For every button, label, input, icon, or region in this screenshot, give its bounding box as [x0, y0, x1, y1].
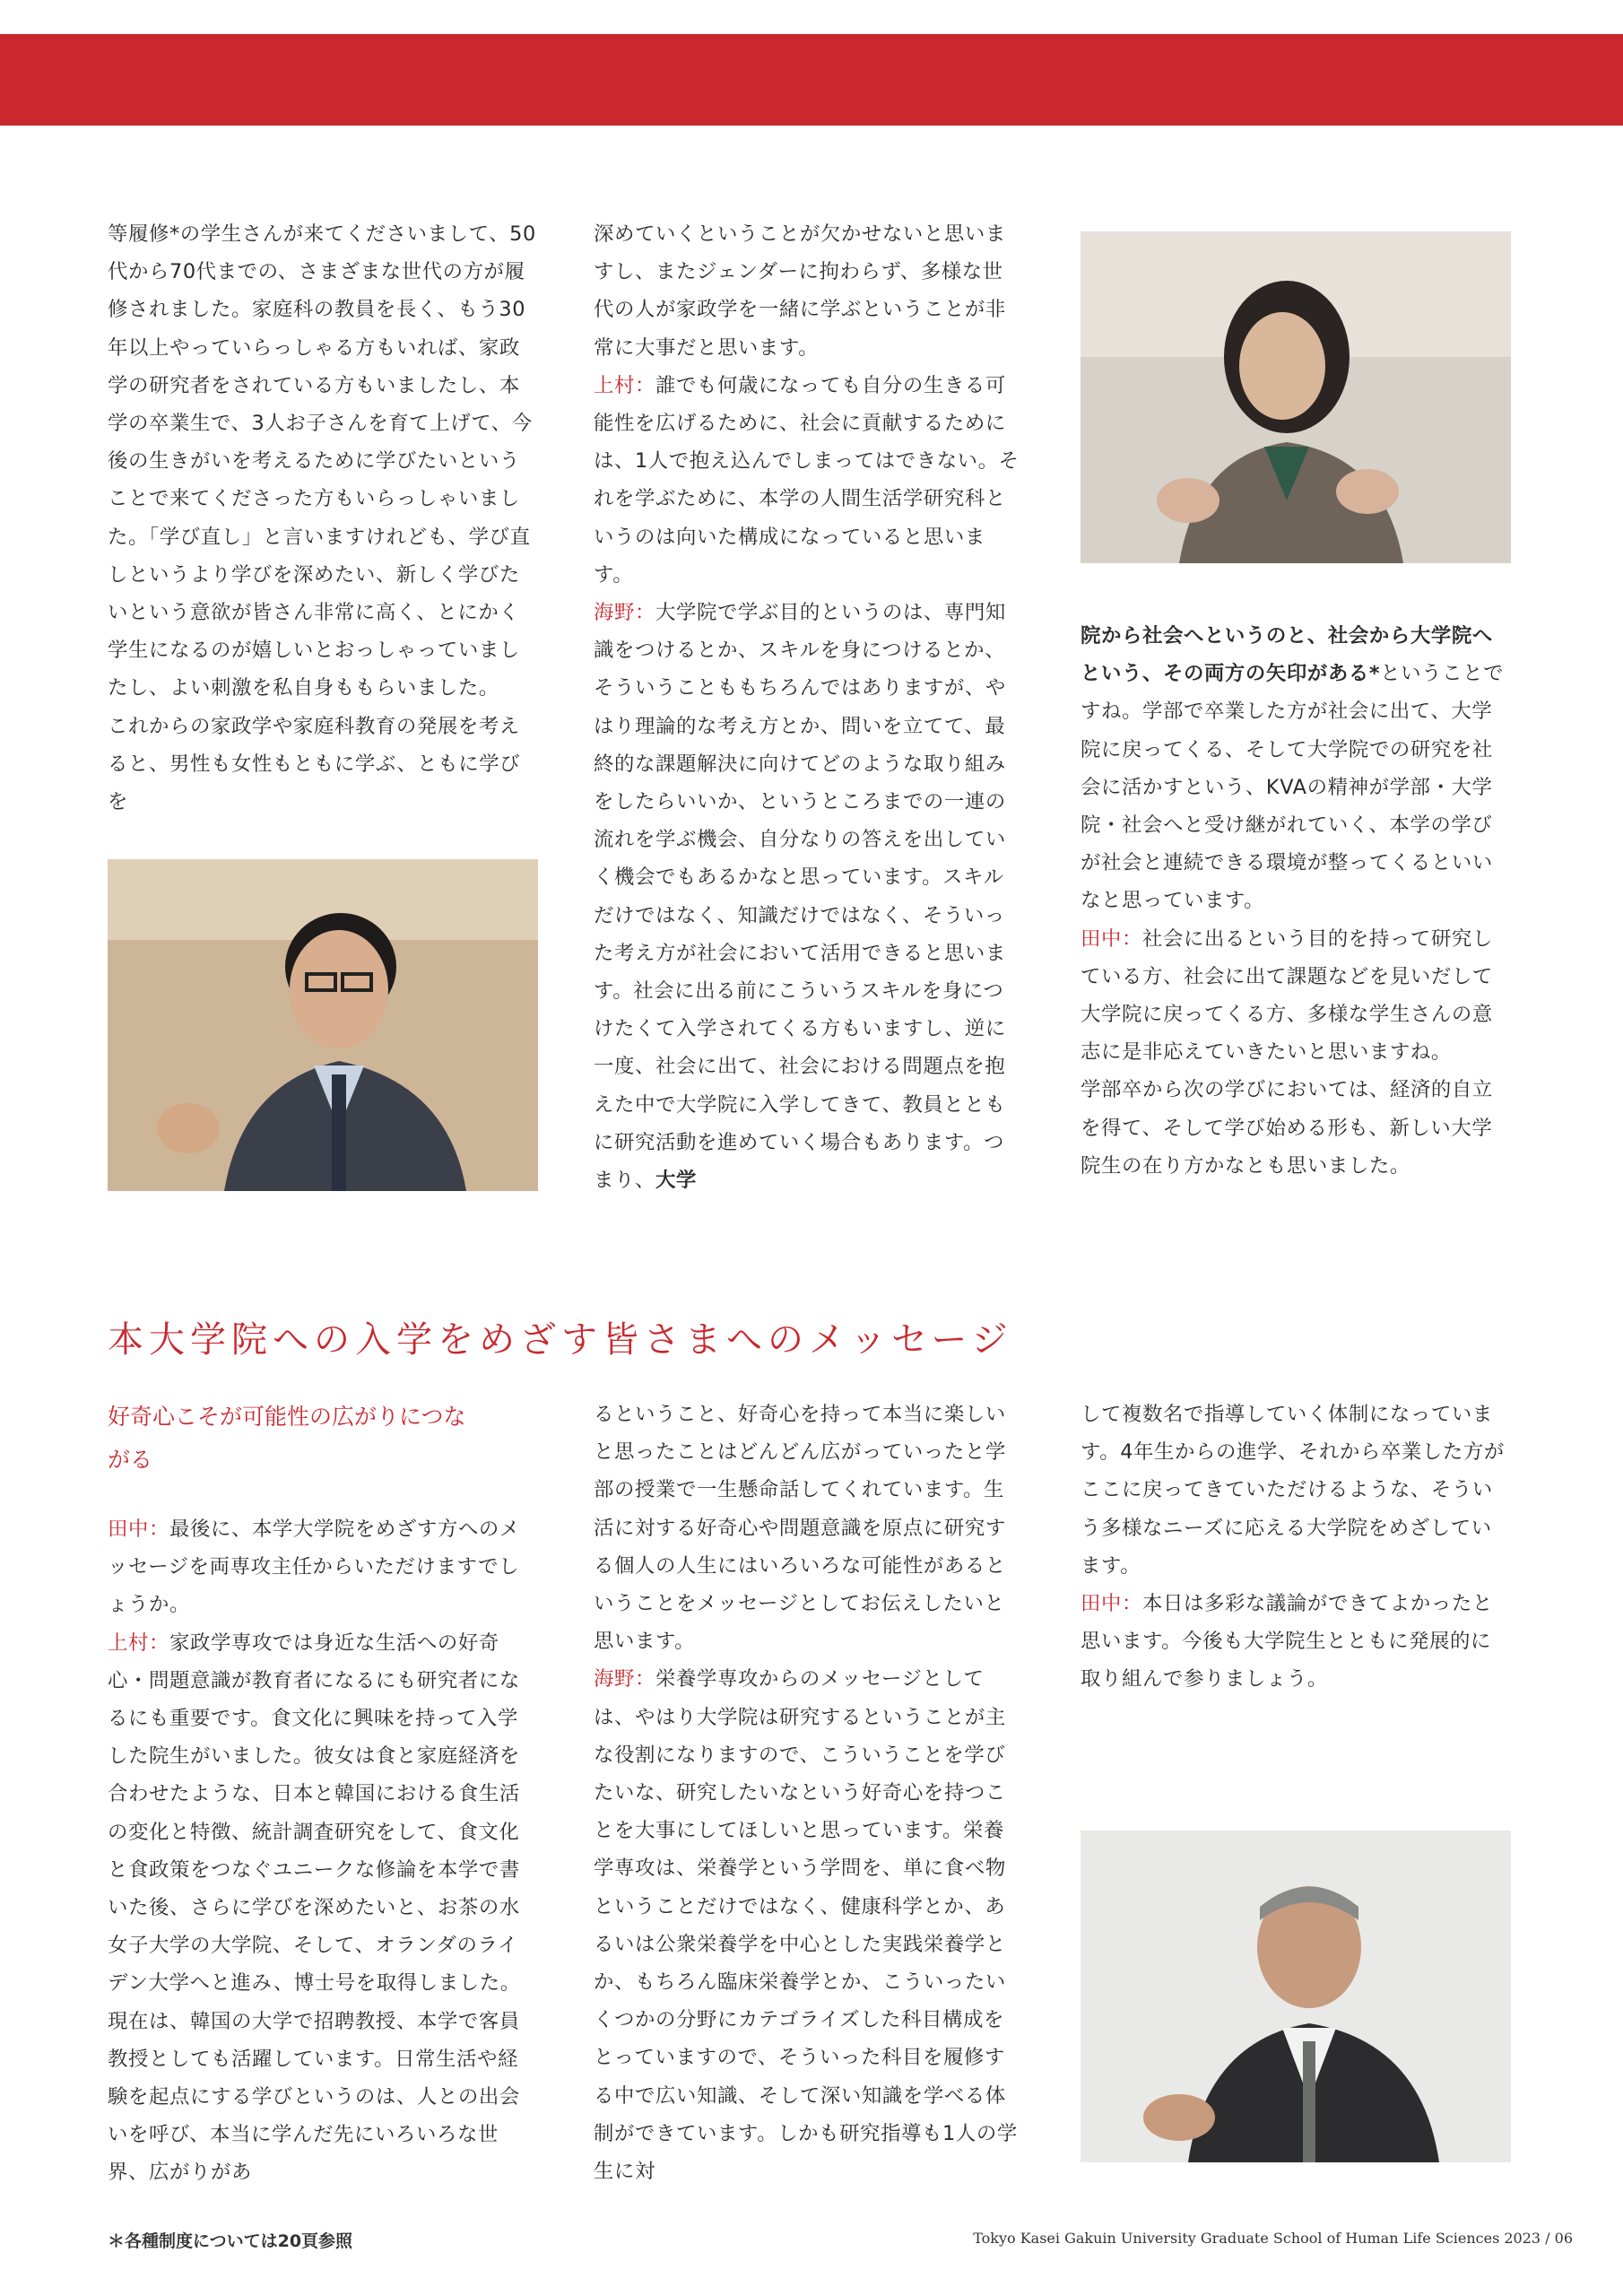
- photo-woman-speaking: [1081, 231, 1511, 563]
- section2-column-3: [1081, 1396, 1509, 1699]
- paragraph: これからの家政学や家庭科教育の発展を考えると、男性も女性もともに学ぶ、ともに学びを: [108, 714, 521, 814]
- paragraph: [1081, 1585, 1509, 1699]
- section1-column-3: [1081, 617, 1509, 1185]
- paragraph: [1081, 617, 1509, 920]
- speaker-label: 上村：: [108, 1631, 169, 1655]
- top-color-band: [0, 34, 1623, 126]
- section2-column-1: [108, 1510, 536, 2192]
- speaker-label: 海野：: [594, 601, 655, 625]
- speaker-label: 田中：: [1081, 926, 1142, 951]
- footnote: ＊各種制度については20頁参照: [108, 2231, 353, 2251]
- paragraph: るということ、好奇心を持って本当に楽しいと思ったことはどんどん広がっていったと学部の授業で一生懸命話してくれています。生活に対する好奇心や問題意識を原点に研究する個人の人生にはいろいろな可能性があるということをメッセージとしてお伝えしたいと思います。: [594, 1403, 1006, 1654]
- speech-text: 家政学専攻では身近な生活への好奇心・問題意識が教育者になるにも研究者になるにも重要です。食文化に興味を持って入学した院生がいました。彼女は食と家庭経済を合わせたような、日本と韓国における食生活の変化と特徴、統計調査研究をして、食文化と食政策をつなぐユニークな修論を本学で書いた後、さらに学びを深めたいと、お茶の水女子大学の大学院、そして、オランダのライデン大学へと進み、博士号を取得しました。現在は、韓国の大学で招聘教授、本学で客員教授としても活躍しています。日常生活や経験を起点にする学びというのは、人との出会いを呼び、本当に学んだ先にいろいろな世界、広がりがあ: [108, 1631, 521, 2185]
- paragraph: [1081, 920, 1509, 1072]
- section1-column-2: [594, 215, 1022, 1199]
- paragraph: 学部卒から次の学びにおいては、経済的自立を得て、そして学び始める形も、新しい大学院生の在り方かなとも思いました。: [1081, 1078, 1493, 1178]
- paragraph: [594, 367, 1022, 594]
- section-heading: 本大学院への入学をめざす皆さまへのメッセージ: [108, 1319, 1013, 1361]
- section1-column-1: [108, 215, 536, 821]
- speech-text: 大学院で学ぶ目的というのは、専門知識をつけるとか、スキルを身につけるとか、そういうことももちろんではありますが、やはり理論的な考え方とか、問いを立てて、最終的な課題解決に向けてどのような取り組みをしたらいいか、というところまでの一連の流れを学ぶ機会、自分なりの答えを出していく機会でもあるかなと思っています。スキルだけではなく、知識だけではなく、そういった考え方が社会において活用できると思います。社会に出る前にこういうスキルを身につけたくて入学されてくる方もいますし、逆に一度、社会に出て、社会における問題点を抱えた中で大学院に入学してきて、教員とともに研究活動を進めていく場合もあります。つまり、: [594, 601, 1006, 1193]
- speaker-label: 上村：: [594, 373, 655, 397]
- paragraph: して複数名で指導していく体制になっています。4年生からの進学、それから卒業した方がここに戻ってきていただけるような、そういう多様なニーズに応える大学院をめざしています。: [1081, 1403, 1505, 1578]
- speaker-label: 田中：: [108, 1518, 169, 1541]
- paragraph: [108, 1510, 536, 1624]
- paragraph: 等履修*の学生さんが来てくださいまして、50代から70代までの、さまざまな世代の方が履修されました。家庭科の教員を長く、もう30年以上やっていらっしゃる方もいれば、家政学の研究者をされている方もいましたし、本学の卒業生で、3人お子さんを育て上げて、今後の生きがいを考えるために学びたいということで来てくださった方もいらっしゃいました。「学び直し」と言いますけれども、学び直しというより学びを深めたい、新しく学びたいという意欲が皆さん非常に高く、とにかく学生になるのが嬉しいとおっしゃっていましたし、よい刺激を私自身ももらいました。: [108, 222, 536, 700]
- bold-text: 大学: [655, 1169, 697, 1193]
- speech-text: 本日は多彩な議論ができてよかったと思います。今後も大学院生とともに発展的に取り組んで参りましょう。: [1081, 1592, 1493, 1692]
- photo-man-with-glasses: [108, 859, 538, 1191]
- paragraph: 深めていくということが欠かせないと思いますし、またジェンダーに拘わらず、多様な世代の人が家政学を一緒に学ぶということが非常に大事だと思います。: [594, 222, 1006, 360]
- speech-text: 栄養学専攻からのメッセージとしては、やはり大学院は研究するということが主な役割になりますので、こういうことを学びたいな、研究したいなという好奇心を持つことを大事にしてほしいと思っています。栄養学専攻は、栄養学という学問を、単に食べ物ということだけではなく、健康科学とか、あるいは公衆栄養学を中心とした実践栄養学とか、もちろん臨床栄養学とか、こういったいくつかの分野にカテゴライズした科目構成をとっていますので、そういった科目を履修する中で広い知識、そして深い知識を学べる体制ができています。しかも研究指導も1人の学生に対: [594, 1667, 1018, 2184]
- speaker-label: 田中：: [1081, 1592, 1142, 1616]
- paragraph: [594, 1660, 1022, 2190]
- section2-column-2: [594, 1396, 1022, 2190]
- paragraph: [594, 594, 1022, 1199]
- photo-man-smiling: [1081, 1831, 1511, 2162]
- speech-text: 社会に出るという目的を持って研究している方、社会に出て課題などを見いだして大学院に戻ってくる方、多様な学生さんの意志に是非応えていきたいと思いますね。: [1081, 926, 1493, 1065]
- paragraph-text: ということですね。学部で卒業した方が社会に出て、大学院に戻ってくる、そして大学院での研究を社会に活かすという、KVAの精神が学部・大学院・社会へと受け継がれていく、本学の学びが社会と連続できる環境が整ってくるといいなと思っています。: [1081, 662, 1505, 913]
- bold-text: 院から社会へというのと、社会から大学院へという、その両方の矢印がある*: [1081, 624, 1493, 686]
- speech-text: 最後に、本学大学院をめざす方へのメッセージを両専攻主任からいただけますでしょうか。: [108, 1518, 520, 1617]
- speaker-label: 海野：: [594, 1667, 655, 1692]
- speech-text: 誰でも何歳になっても自分の生きる可能性を広げるために、社会に貢献するためには、1人で抱え込んでしまってはできない。それを学ぶために、本学の人間生活学研究科というのは向いた構成になっていると思います。: [594, 373, 1020, 587]
- subheading: 好奇心こそが可能性の広がりにつながる: [108, 1404, 466, 1473]
- paragraph: [108, 1624, 536, 2192]
- page-folio: Tokyo Kasei Gakuin University Graduate School of Human Life Sciences 2023 / 06: [973, 2230, 1573, 2247]
